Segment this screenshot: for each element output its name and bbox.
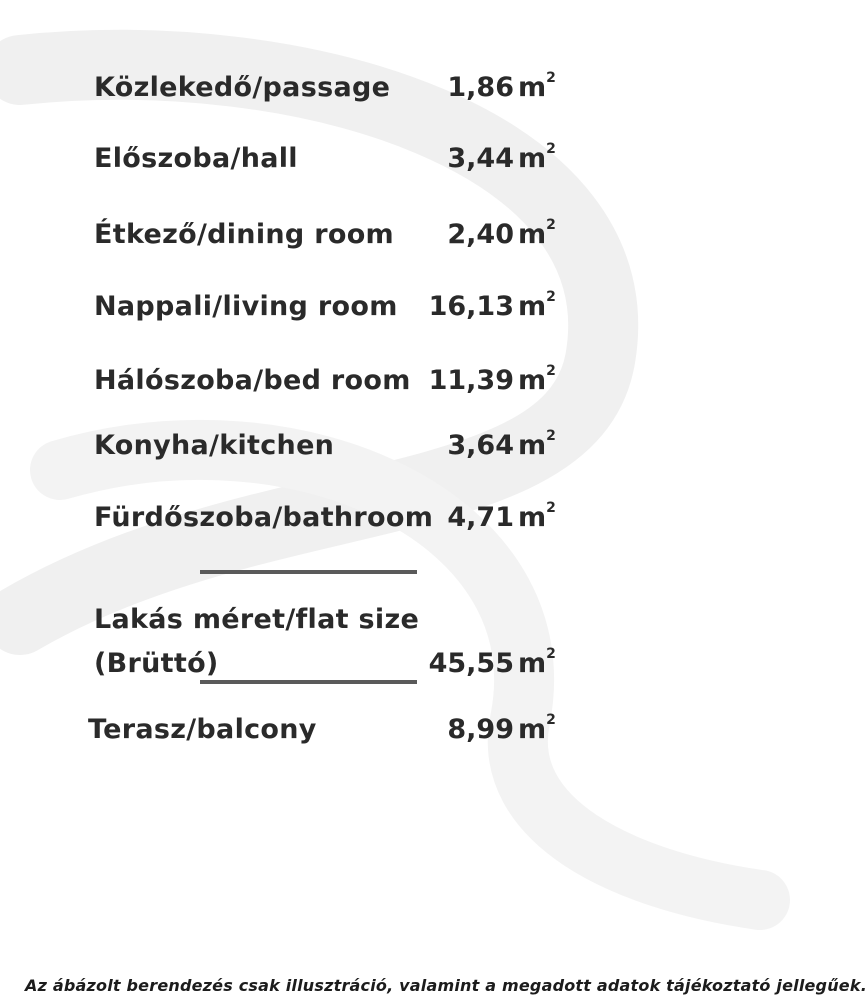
area-unit: $m^2$ [518, 712, 556, 745]
area-unit: $m^2$ [518, 141, 556, 174]
total-label-line1: Lakás méret/flat size [94, 604, 420, 635]
room-area: 3,64 [447, 430, 514, 461]
area-unit: $m^2$ [518, 500, 556, 533]
area-unit: $m^2$ [518, 289, 556, 322]
area-unit: $m^2$ [518, 363, 556, 396]
area-unit: $m^2$ [518, 646, 556, 679]
total-underline [200, 680, 417, 684]
room-area: 8,99 [447, 714, 514, 745]
room-row-kitchen [0, 430, 867, 470]
sum-divider [200, 570, 417, 574]
room-name: Fürdőszoba/bathroom [94, 502, 434, 533]
total-area: 45,55 [428, 648, 514, 679]
room-row-balcony [0, 714, 867, 754]
room-area: 4,71 [447, 502, 514, 533]
room-name: Előszoba/hall [94, 143, 298, 174]
area-unit: $m^2$ [518, 70, 556, 103]
area-unit: $m^2$ [518, 428, 556, 461]
room-row-living-room [0, 291, 867, 331]
room-name: Terasz/balcony [88, 714, 317, 745]
room-area: 3,44 [447, 143, 514, 174]
room-row-dining-room [0, 219, 867, 259]
total-flat-size-label [0, 604, 867, 644]
area-unit: $m^2$ [518, 217, 556, 250]
disclaimer-footnote: Az ábázolt berendezés csak illusztráció, valamint a megadott adatok tájékoztató jellegűek. [25, 976, 867, 995]
total-flat-size-row [0, 648, 867, 688]
room-area: 2,40 [447, 219, 514, 250]
total-label-line2: (Brüttó) [94, 648, 219, 679]
room-row-bed-room [0, 365, 867, 405]
room-row-bathroom [0, 502, 867, 542]
room-area: 11,39 [428, 365, 514, 396]
room-row-passage [0, 72, 867, 112]
room-row-hall [0, 143, 867, 183]
room-area: 16,13 [428, 291, 514, 322]
room-name: Étkező/dining room [94, 219, 394, 250]
room-name: Nappali/living room [94, 291, 398, 322]
room-name: Hálószoba/bed room [94, 365, 411, 396]
room-area: 1,86 [447, 72, 514, 103]
room-name: Közlekedő/passage [94, 72, 391, 103]
room-name: Konyha/kitchen [94, 430, 335, 461]
